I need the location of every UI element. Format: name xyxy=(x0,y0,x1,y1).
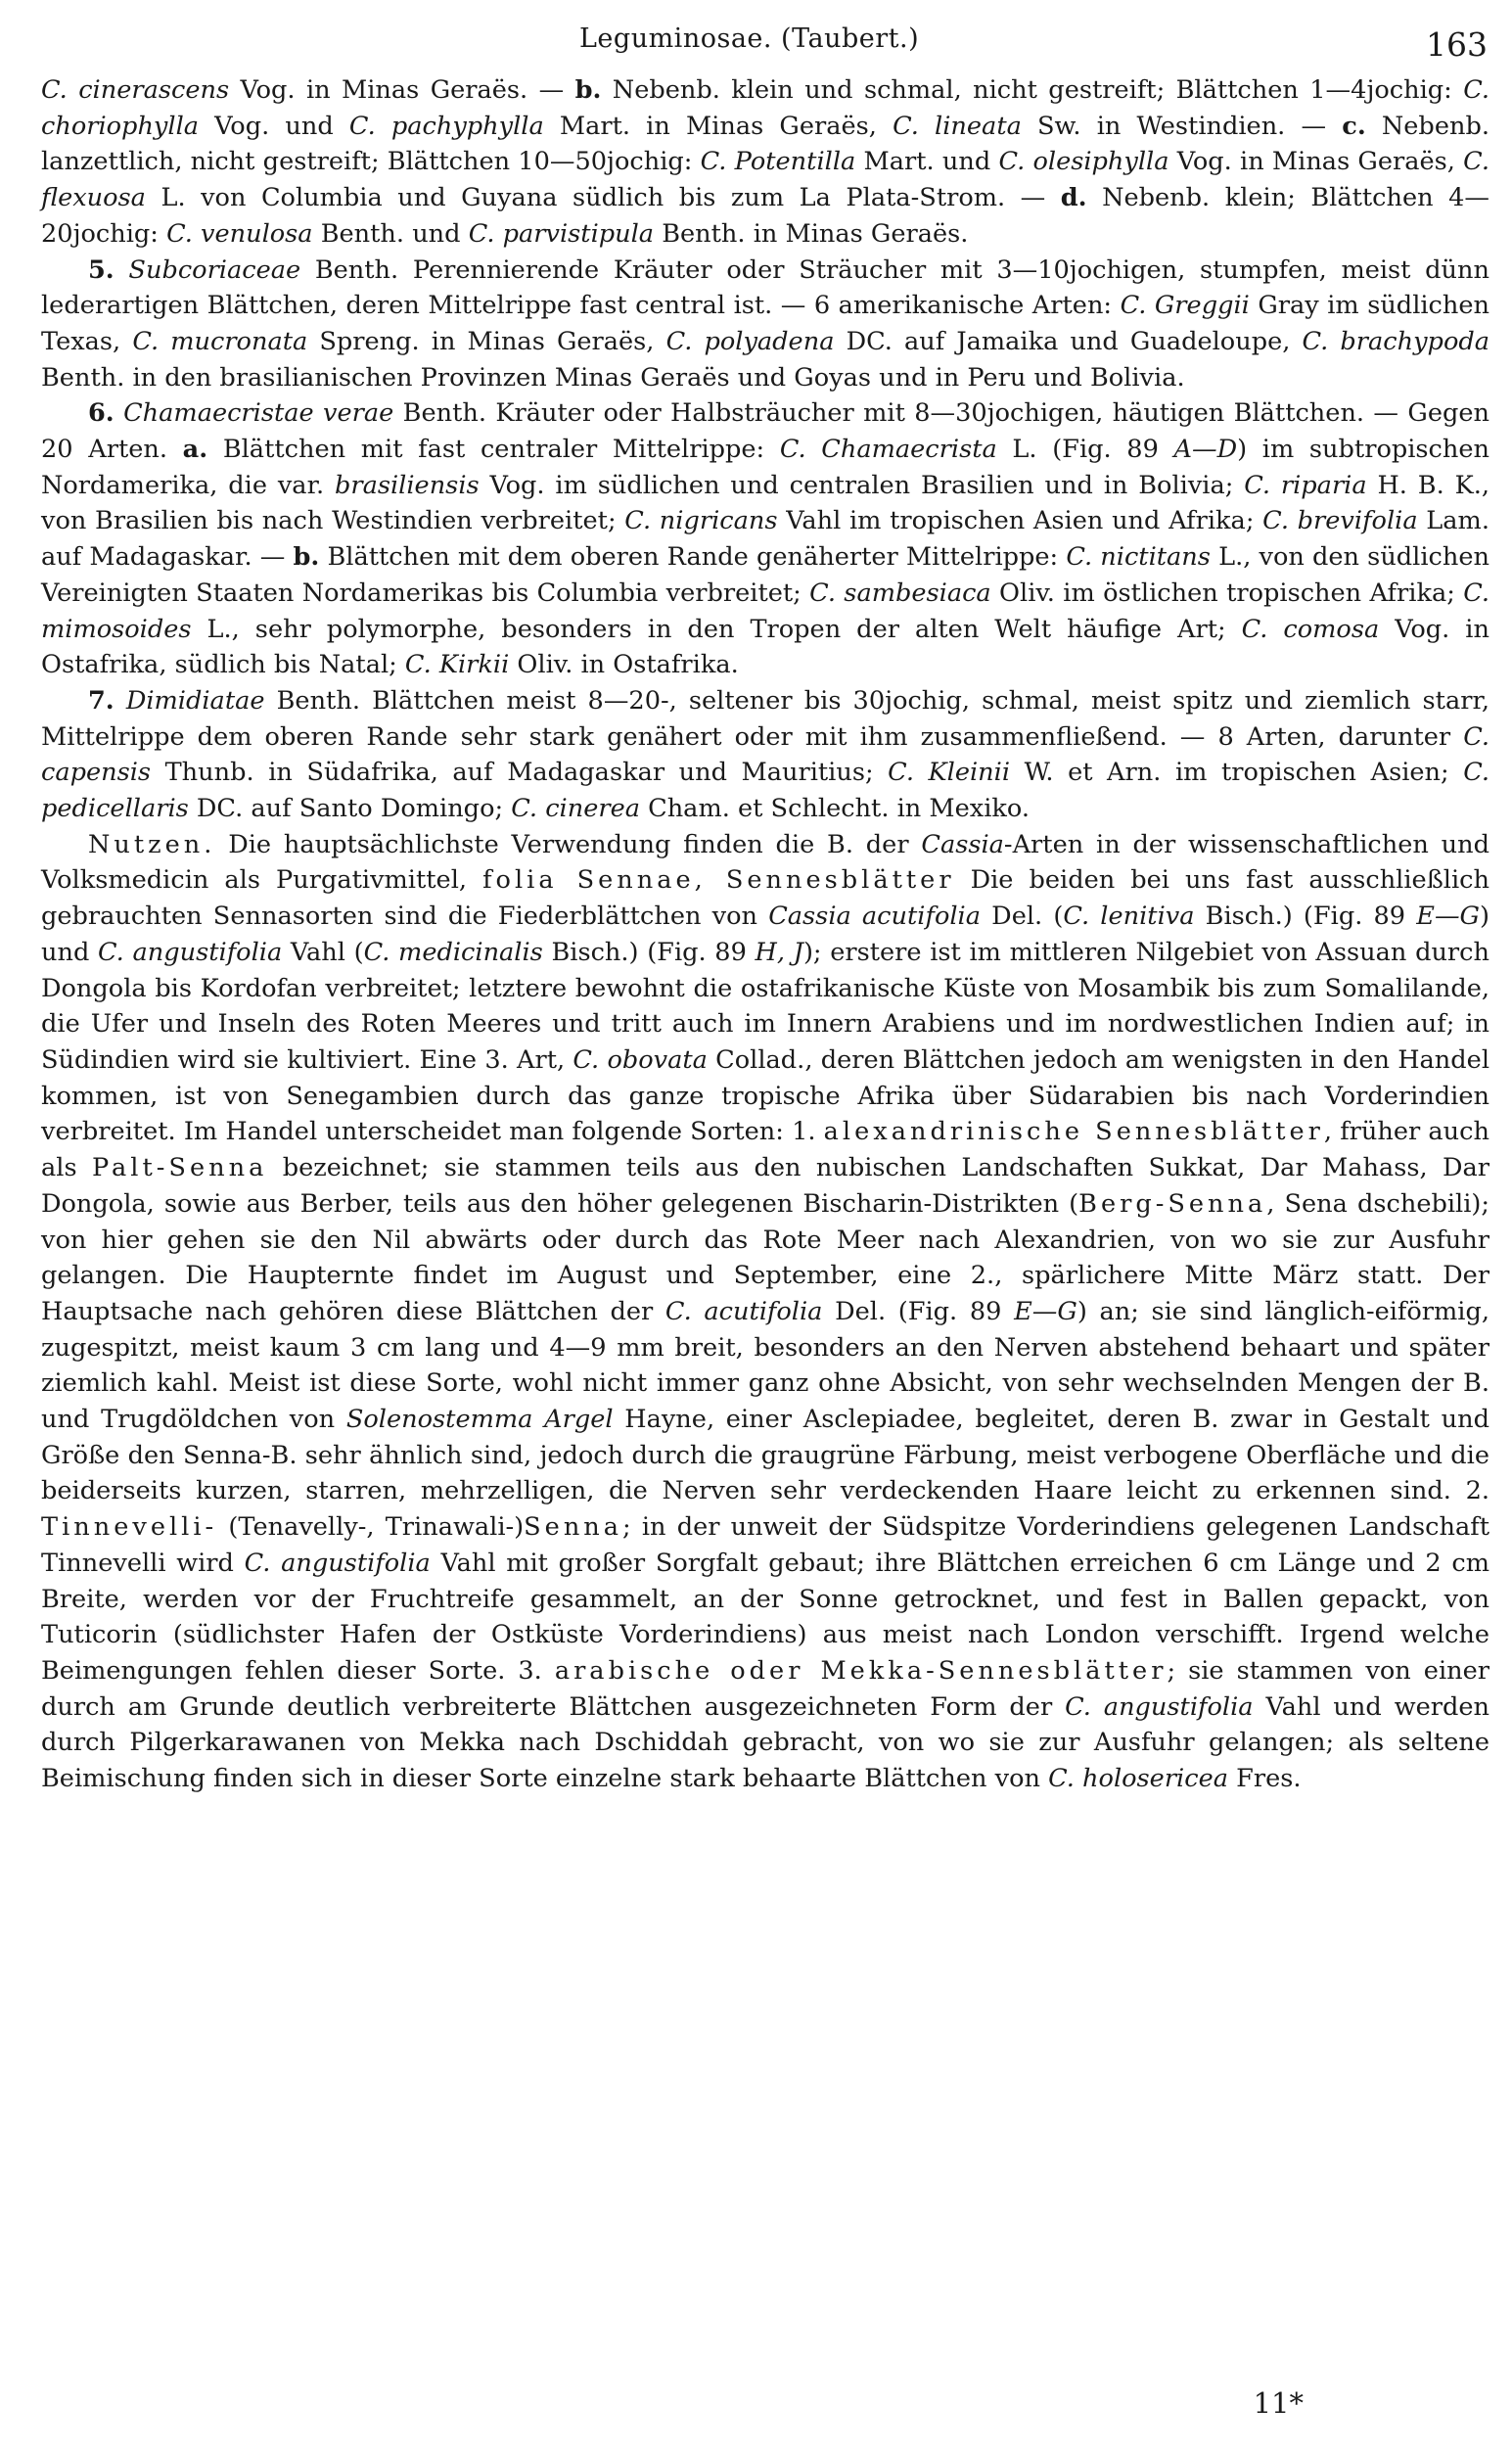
text-run: Fres. xyxy=(1227,1764,1302,1794)
italic-run: C. sambesiaca xyxy=(809,578,991,608)
text-run: Mart. und xyxy=(855,147,999,177)
italic-run: E—G xyxy=(1014,1296,1077,1326)
paragraph-nutzen xyxy=(41,827,1489,1797)
italic-run: C. cinerea xyxy=(511,794,640,824)
text-run: Collad., deren Blättchen jedoch am wenigsten in den Handel kommen, ist von Senegambien durch das ganze tropische Afrika über Südarabien bis nach Vorderindien verbreitet. Im Handel unterscheidet man folgende Sorten: 1. xyxy=(41,1044,1489,1147)
italic-run: Subcoriaceae xyxy=(128,254,301,285)
italic-run: C. pachyphylla xyxy=(348,111,544,141)
italic-run: C. angustifolia xyxy=(98,937,283,967)
italic-run: C. olesiphylla xyxy=(998,147,1169,177)
text-run: DC. auf Santo Domingo; xyxy=(188,794,512,824)
spaced-run: Palt-Senna xyxy=(91,1153,268,1183)
italic-run: C. lineata xyxy=(893,111,1022,141)
italic-run: C. holosericea xyxy=(1048,1764,1228,1794)
page-header xyxy=(41,14,1489,72)
text-run: Benth. Kräuter oder Halbsträucher mit 8—30jochigen, häutigen Blättchen. — Gegen 20 Arten. xyxy=(41,398,1489,465)
italic-run: C. capensis xyxy=(41,721,1489,788)
text-run: ; in der unweit der Südspitze Vorderindiens gelegenen Landschaft Tinnevelli wird xyxy=(41,1512,1489,1578)
text-run: Mart. in Minas Geraës, xyxy=(543,111,893,141)
text-run: Benth. Blättchen meist 8—20-, seltener bis 30jochig, schmal, meist spitz und ziemlich starr, Mittelrippe dem oberen Rande sehr stark genähert oder mit ihm zusammenfließend. — 8 Arten, darunter xyxy=(41,685,1490,752)
italic-run: C. Kirkii xyxy=(404,650,510,680)
italic-run: C. cinerascens xyxy=(41,75,230,105)
text-run: Lam. auf Madagaskar. — xyxy=(41,506,1489,573)
text-run: Cham. et Schlecht. in Mexiko. xyxy=(639,794,1030,824)
text-run: bezeichnet; sie stammen teils aus den nubischen Landschaften Sukkat, Dar Mahass, Dar Dongola, sowie aus Berber, teils aus den höher gelegenen Bischarin-Distrikten ( xyxy=(41,1153,1489,1219)
text-run: Benth. in den brasilianischen Provinzen Minas Geraës und Goyas und in Peru und Bolivia. xyxy=(41,362,1185,393)
bold-run: b. xyxy=(574,75,602,105)
text-run: ); erstere ist im mittleren Nilgebiet von Assuan durch Dongola bis Kordofan verbreitet; letztere bewohnt die ostafrikanische Küste von Mosambik bis zum Somalilande, die Ufer und Inseln des Roten Meeres und tritt auch im Innern Arabiens und im nordwestlichen Indien auf; in Südindien wird sie kultiviert. Eine 3. Art, xyxy=(41,937,1489,1075)
text-run: Vog. in Ostafrika, südlich bis Natal; xyxy=(41,614,1489,680)
italic-run: C. riparia xyxy=(1244,470,1367,500)
text-run: ) an; sie sind länglich-eiförmig, zugespitzt, meist kaum 3 cm lang und 4—9 mm breit, besonders an den Nerven abstehend behaart und später ziemlich kahl. Meist ist diese Sorte, wohl nicht immer ganz ohne Absicht, von sehr wechselnden Mengen der B. und Trugdöldchen von xyxy=(41,1296,1490,1435)
italic-run: C. obovata xyxy=(573,1044,708,1075)
italic-run: C. medicinalis xyxy=(363,937,543,967)
text-run: Benth. und xyxy=(312,218,469,249)
italic-run: C. angustifolia xyxy=(1065,1691,1254,1722)
text-run: L., sehr polymorphe, besonders in den Tropen der alten Welt häufige Art; xyxy=(191,614,1242,644)
italic-run: C. Chamaecrista xyxy=(779,435,997,465)
text-run: Die beiden bei uns fast ausschließlich gebrauchten Sennasorten sind die Fiederblättchen von xyxy=(41,865,1489,932)
text-run: L. von Columbia und Guyana südlich bis zum La Plata-Strom. — xyxy=(145,183,1061,213)
paragraph-dimidiatae xyxy=(41,683,1489,827)
text-run: Vog. und xyxy=(199,111,349,141)
italic-run: C. angustifolia xyxy=(244,1548,431,1578)
text-run: Vahl mit großer Sorgfalt gebaut; ihre Blättchen erreichen 6 cm Länge und 2 cm Breite, werden vor der Fruchtreife gesammelt, an der Sonne getrocknet, und fest in Ballen gepackt, von Tuticorin (südlichster Hafen der Ostküste Vorderindiens) aus meist nach London verschifft. Irgend welche Beimengungen fehlen dieser Sorte. 3. xyxy=(41,1548,1489,1686)
italic-run: C. flexuosa xyxy=(41,147,1489,213)
paragraph-subcoriaceae xyxy=(41,253,1489,396)
text-run: Benth. Perennierende Kräuter oder Sträucher mit 3—10jochigen, stumpfen, meist dünn lederartigen Blättchen, deren Mittelrippe fast central ist. — 6 amerikanische Arten: xyxy=(41,254,1489,321)
italic-run: Chamaecristae verae xyxy=(123,398,394,429)
paragraph-cinerascens xyxy=(41,72,1489,253)
italic-run: C. comosa xyxy=(1241,614,1380,644)
text-run: Bisch.) (Fig. 89 xyxy=(542,937,756,967)
italic-run: E—G xyxy=(1416,902,1480,932)
italic-run: Cassia acutifolia xyxy=(768,902,981,932)
text-run: Hayne, einer Asclepiadee, begleitet, deren B. zwar in Gestalt und Größe den Senna-B. sehr ähnlich sind, jedoch durch die graugrüne Färbung, meist verbogene Oberfläche und die beiderseits kurzen, starren, mehrzelligen, die Nerven sehr verdeckenden Haare leicht zu erkennen sind. 2. xyxy=(41,1405,1489,1506)
text-run: ; sie stammen von einer durch am Grunde deutlich verbreiterte Blättchen ausgezeichneten Form der xyxy=(41,1655,1489,1722)
text-run: ) im subtropischen Nordamerika, die var. xyxy=(41,435,1489,500)
bold-run: 7. xyxy=(88,685,115,716)
text-run: Gray im südlichen Texas, xyxy=(41,291,1490,356)
text-run: H. B. K., von Brasilien bis nach Westindien verbreitet; xyxy=(41,470,1489,536)
text-run: Nebenb. lanzettlich, nicht gestreift; Blättchen 10—50jochig: xyxy=(41,111,1489,177)
italic-run: Dimidiatae xyxy=(125,685,265,716)
italic-run: Solenostemma Argel xyxy=(345,1405,614,1435)
page xyxy=(41,14,1489,1797)
text-run: Blättchen mit fast centraler Mittelrippe: xyxy=(207,435,780,465)
text-run: Blättchen mit dem oberen Rande genäherter Mittelrippe: xyxy=(319,542,1067,573)
bold-run: 5. xyxy=(88,254,115,285)
italic-run: C. brevifolia xyxy=(1262,506,1418,536)
text-run: Thunb. in Südafrika, auf Madagaskar und Mauritius; xyxy=(151,758,889,788)
bold-run: a. xyxy=(182,435,208,465)
text-run: L. (Fig. 89 xyxy=(996,435,1174,465)
text-run: Die hauptsächlichste Verwendung finden die B. der xyxy=(215,829,922,859)
text-run: W. et Arn. im tropischen Asien; xyxy=(1010,758,1464,788)
italic-run: C. Kleinii xyxy=(888,758,1011,788)
text-run xyxy=(115,686,126,716)
italic-run: brasiliensis xyxy=(334,470,480,500)
text-run: L., von den südlichen Vereinigten Staaten Nordamerikas bis Columbia verbreitet; xyxy=(41,542,1490,608)
bold-run: b. xyxy=(293,542,320,573)
bold-run: c. xyxy=(1342,111,1366,141)
text-run: Nebenb. klein und schmal, nicht gestreift; Blättchen 1—4jochig: xyxy=(601,75,1464,105)
spaced-run: folia Sennae, Sennesblätter xyxy=(482,865,955,896)
italic-run: H, J xyxy=(755,937,803,967)
page-footer xyxy=(41,2386,1489,2426)
signature-mark: 11* xyxy=(1253,2386,1304,2420)
spaced-run: Senna xyxy=(524,1512,623,1543)
text-run: Del. ( xyxy=(981,902,1064,932)
italic-run: Cassia xyxy=(921,829,1004,859)
text-run: , Sena dschebili); von hier gehen sie den Nil abwärts oder durch das Rote Meer nach Alexandrien, von wo sie zur Ausfuhr gelangen. Die Haupternte findet im August und September, eine 2., spärlichere Mitte März statt. Der Hauptsache nach gehören diese Blättchen der xyxy=(41,1188,1490,1326)
text-run: Del. (Fig. 89 xyxy=(822,1296,1015,1326)
italic-run: C. Potentilla xyxy=(700,147,856,177)
text-run: Vog. im südlichen und centralen Brasilien und in Bolivia; xyxy=(479,470,1245,500)
text-run: Oliv. im östlichen tropischen Afrika; xyxy=(990,578,1464,608)
text-run: Bisch.) (Fig. 89 xyxy=(1194,902,1417,932)
italic-run: C. venulosa xyxy=(166,218,313,249)
italic-run: C. mucronata xyxy=(132,326,308,356)
text-run: , früher auch als xyxy=(41,1117,1489,1183)
spaced-run: Tinnevelli- xyxy=(41,1512,218,1543)
text-run: Sw. in Westindien. — xyxy=(1021,111,1343,141)
text-run: -Arten in der wissenschaftlichen und Volksmedicin als Purgativmittel, xyxy=(41,829,1489,896)
italic-run: C. parvistipula xyxy=(468,218,655,249)
text-run: Benth. in Minas Geraës. xyxy=(654,218,969,249)
text-run: Vahl im tropischen Asien und Afrika; xyxy=(777,506,1263,536)
italic-run: C. mimosoides xyxy=(41,578,1489,644)
paragraph-chamaecristae xyxy=(41,395,1489,683)
italic-run: C. choriophylla xyxy=(41,75,1490,141)
text-run: Vog. in Minas Geraës, xyxy=(1168,147,1464,177)
text-run: Nebenb. klein; Blättchen 4—20jochig: xyxy=(41,183,1489,249)
spaced-run: alexandrinische Sennesblätter xyxy=(823,1117,1324,1147)
running-title: Leguminosae. (Taubert.) xyxy=(579,23,920,54)
italic-run: C. lenitiva xyxy=(1063,902,1195,932)
spaced-run: arabische oder Mekka-Sennesblätter xyxy=(554,1655,1168,1686)
text-run xyxy=(115,255,129,285)
italic-run: A—D xyxy=(1173,435,1238,465)
italic-run: C. polyadena xyxy=(665,326,835,356)
body-text xyxy=(41,72,1489,1797)
text-run: Oliv. in Ostafrika. xyxy=(509,650,739,680)
bold-run: d. xyxy=(1060,183,1087,213)
italic-run: C. Greggii xyxy=(1120,291,1250,321)
text-run: DC. auf Jamaika und Guadeloupe, xyxy=(834,326,1303,356)
italic-run: C. acutifolia xyxy=(664,1296,823,1326)
italic-run: C. brachypoda xyxy=(1302,326,1489,356)
italic-run: C. nigricans xyxy=(624,506,778,536)
italic-run: C. pedicellaris xyxy=(41,758,1489,824)
text-run: Vahl und werden durch Pilgerkarawanen von Mekka nach Dschiddah gebracht, von wo sie zur Ausfuhr gelangen; als seltene Beimischung finden sich in dieser Sorte einzelne stark behaarte Blättchen von xyxy=(41,1691,1489,1794)
text-run xyxy=(115,398,123,428)
italic-run: C. nictitans xyxy=(1066,542,1211,573)
text-run: Spreng. in Minas Geraës, xyxy=(307,326,666,356)
spaced-run: Berg-Senna xyxy=(1078,1188,1267,1219)
text-run: (Tenavelly-, Trinawali-) xyxy=(217,1512,525,1543)
text-run: ) und xyxy=(41,902,1489,967)
bold-run: 6. xyxy=(88,398,115,429)
page-number: 163 xyxy=(1426,25,1488,64)
text-run: Vahl ( xyxy=(282,937,364,967)
text-run: Vog. in Minas Geraës. — xyxy=(229,75,575,105)
spaced-run: Nutzen. xyxy=(88,829,216,859)
